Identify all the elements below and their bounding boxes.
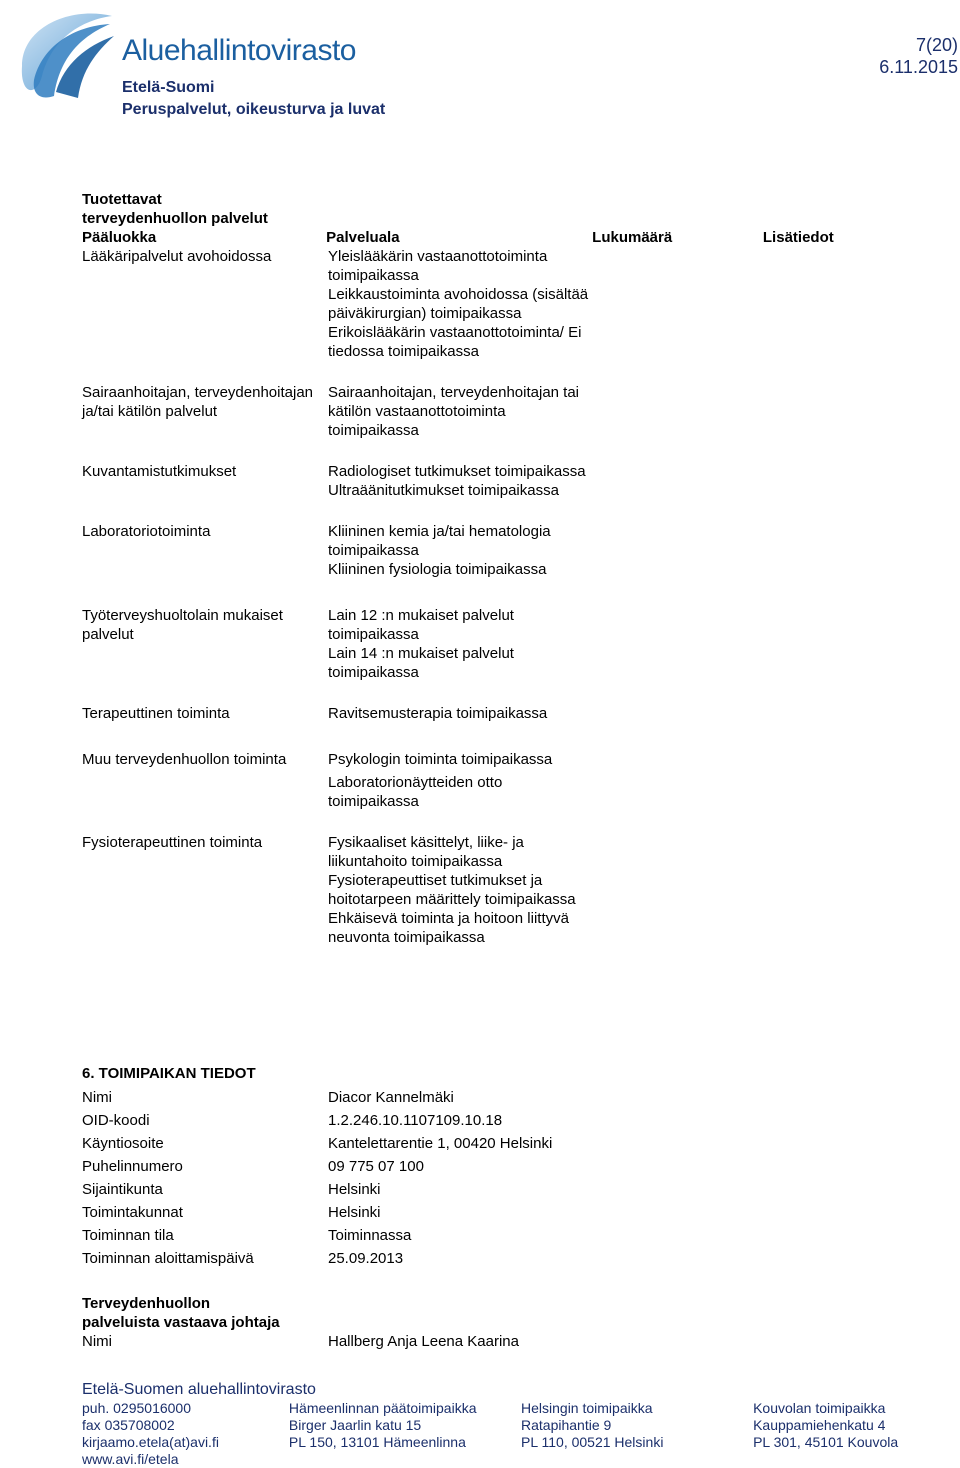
table-row: [82, 704, 882, 723]
table-row: [82, 606, 882, 682]
office-postal: PL 301, 45101 Kouvola: [753, 1434, 899, 1450]
page-footer: [82, 1380, 960, 1468]
row-services: [328, 606, 596, 682]
row-category: Fysioterapeuttinen toiminta: [82, 834, 263, 851]
director-name: Hallberg Anja Leena Kaarina: [328, 1333, 519, 1350]
service-item: Kliininen fysiologia toimipaikassa: [328, 561, 547, 578]
footer-office-hameenlinna: [289, 1400, 521, 1468]
site-field-address: [82, 1132, 882, 1155]
service-item: Lain 12 :n mukaiset palvelut toimipaikassa: [328, 607, 514, 643]
row-category: Laboratoriotoiminta: [82, 523, 211, 540]
row-category: Lääkäripalvelut avohoidossa: [82, 248, 272, 265]
field-value: Helsinki: [328, 1181, 381, 1198]
footer-email-link[interactable]: kirjaamo.etela(at)avi.fi: [82, 1434, 219, 1450]
row-services: [328, 704, 596, 723]
services-table: [82, 190, 882, 947]
service-item: Fysioterapeuttiset tutkimukset ja hoitotarpeen määrittely toimipaikassa: [328, 872, 576, 908]
field-label: Toiminnan tila: [82, 1227, 174, 1244]
site-info-title: 6. TOIMIPAIKAN TIEDOT: [82, 1065, 256, 1082]
table-row: [82, 462, 882, 500]
row-category: Muu terveydenhuollon toiminta: [82, 751, 287, 768]
service-item: Yleislääkärin vastaanottotoiminta toimipaikassa: [328, 248, 548, 284]
field-label: Käyntiosoite: [82, 1135, 164, 1152]
footer-phone: puh. 0295016000: [82, 1400, 191, 1416]
agency-logo: [12, 6, 124, 102]
field-label: Sijaintikunta: [82, 1181, 163, 1198]
footer-columns: [82, 1400, 960, 1468]
footer-title: Etelä-Suomen aluehallintovirasto: [82, 1381, 316, 1398]
service-item: Psykologin toiminta toimipaikassa: [328, 751, 553, 768]
office-street: Birger Jaarlin katu 15: [288, 1417, 422, 1433]
office-name: Hämeenlinnan päätoimipaikka: [288, 1400, 477, 1416]
field-value: Toiminnassa: [328, 1227, 412, 1244]
column-header-service: Palveluala: [326, 229, 400, 246]
site-field-operating-municipalities: [82, 1201, 882, 1224]
field-label: Toimintakunnat: [82, 1204, 183, 1221]
row-services: [328, 247, 596, 361]
director-title: Terveydenhuollon palveluista vastaava johtaja: [82, 1295, 280, 1331]
row-category: Työterveyshuoltolain mukaiset palvelut: [82, 607, 283, 643]
site-info: [82, 1064, 882, 1270]
unit-name: Peruspalvelut, oikeusturva ja luvat: [122, 101, 386, 118]
service-item: Leikkaustoiminta avohoidossa (sisältää päiväkirurgian) toimipaikassa: [328, 286, 589, 322]
footer-website-link[interactable]: www.avi.fi/etela: [82, 1451, 179, 1467]
site-field-municipality: [82, 1178, 882, 1201]
office-name: Kouvolan toimipaikka: [753, 1400, 886, 1416]
office-street: Kauppamiehenkatu 4: [753, 1417, 886, 1433]
site-field-name: [82, 1086, 882, 1109]
site-field-phone: [82, 1155, 882, 1178]
service-item: Sairaanhoitajan, terveydenhoitajan tai kätilön vastaanottotoiminta toimipaikassa: [328, 384, 580, 439]
field-value: Diacor Kannelmäki: [328, 1089, 454, 1106]
row-services: [328, 833, 596, 947]
service-item: Radiologiset tutkimukset toimipaikassa: [328, 463, 586, 480]
office-street: Ratapihantie 9: [521, 1417, 612, 1433]
site-field-status: [82, 1224, 882, 1247]
field-label: Nimi: [82, 1089, 112, 1106]
row-category: Sairaanhoitajan, terveydenhoitajan ja/tai kätilön palvelut: [82, 384, 313, 420]
service-item: Ultraäänitutkimukset toimipaikassa: [328, 482, 559, 499]
table-row: [82, 383, 882, 440]
responsible-director: [82, 1294, 882, 1351]
row-category: Terapeuttinen toiminta: [82, 705, 230, 722]
document-date: 6.11.2015: [879, 57, 958, 77]
row-services: [328, 462, 596, 500]
agency-name: Aluehallintovirasto: [122, 34, 356, 67]
row-services: [328, 522, 596, 579]
row-services: [328, 383, 596, 440]
director-name-row: [82, 1332, 882, 1351]
field-value: Kantelettarentie 1, 00420 Helsinki: [328, 1135, 553, 1152]
column-header-count: Lukumäärä: [592, 229, 673, 246]
field-value: Helsinki: [328, 1204, 381, 1221]
site-field-oid: [82, 1109, 882, 1132]
field-label: Nimi: [82, 1333, 112, 1350]
footer-office-helsinki: [521, 1400, 753, 1468]
service-item: Kliininen kemia ja/tai hematologia toimipaikassa: [328, 523, 551, 559]
field-label: Puhelinnumero: [82, 1158, 183, 1175]
page-number: 7(20): [915, 35, 958, 55]
table-row: [82, 833, 882, 947]
services-table-header: [82, 228, 882, 247]
table-row: [82, 247, 882, 361]
row-category: Kuvantamistutkimukset: [82, 463, 237, 480]
service-item: Laboratorionäytteiden otto toimipaikassa: [328, 774, 503, 810]
services-title: Tuotettavat terveydenhuollon palvelut: [82, 191, 268, 227]
service-item: Lain 14 :n mukaiset palvelut toimipaikassa: [328, 645, 514, 681]
field-label: OID-koodi: [82, 1112, 150, 1129]
office-name: Helsingin toimipaikka: [521, 1400, 653, 1416]
office-postal: PL 110, 00521 Helsinki: [521, 1434, 664, 1450]
footer-office-kouvola: [753, 1400, 960, 1468]
field-value: 25.09.2013: [328, 1250, 404, 1267]
service-item: Fysikaaliset käsittelyt, liike- ja liikuntahoito toimipaikassa: [328, 834, 524, 870]
table-row: [82, 522, 882, 579]
logo-mark-icon: [12, 6, 124, 102]
footer-contact: [82, 1400, 289, 1468]
site-field-start-date: [82, 1247, 882, 1270]
field-value: 09 775 07 100: [328, 1158, 424, 1175]
region-name: Etelä-Suomi: [122, 79, 215, 96]
service-item: Ravitsemusterapia toimipaikassa: [328, 705, 548, 722]
footer-fax: fax 035708002: [82, 1417, 175, 1433]
office-postal: PL 150, 13101 Hämeenlinna: [288, 1434, 466, 1450]
row-services: [328, 750, 596, 811]
service-item: Ehkäisevä toiminta ja hoitoon liittyvä neuvonta toimipaikassa: [328, 910, 569, 946]
field-label: Toiminnan aloittamispäivä: [82, 1250, 254, 1267]
column-header-category: Pääluokka: [82, 229, 157, 246]
table-row: [82, 750, 882, 811]
column-header-notes: Lisätiedot: [762, 229, 834, 246]
field-value: 1.2.246.10.1107109.10.18: [328, 1112, 503, 1129]
service-item: Erikoislääkärin vastaanottotoiminta/ Ei tiedossa toimipaikassa: [328, 324, 582, 360]
